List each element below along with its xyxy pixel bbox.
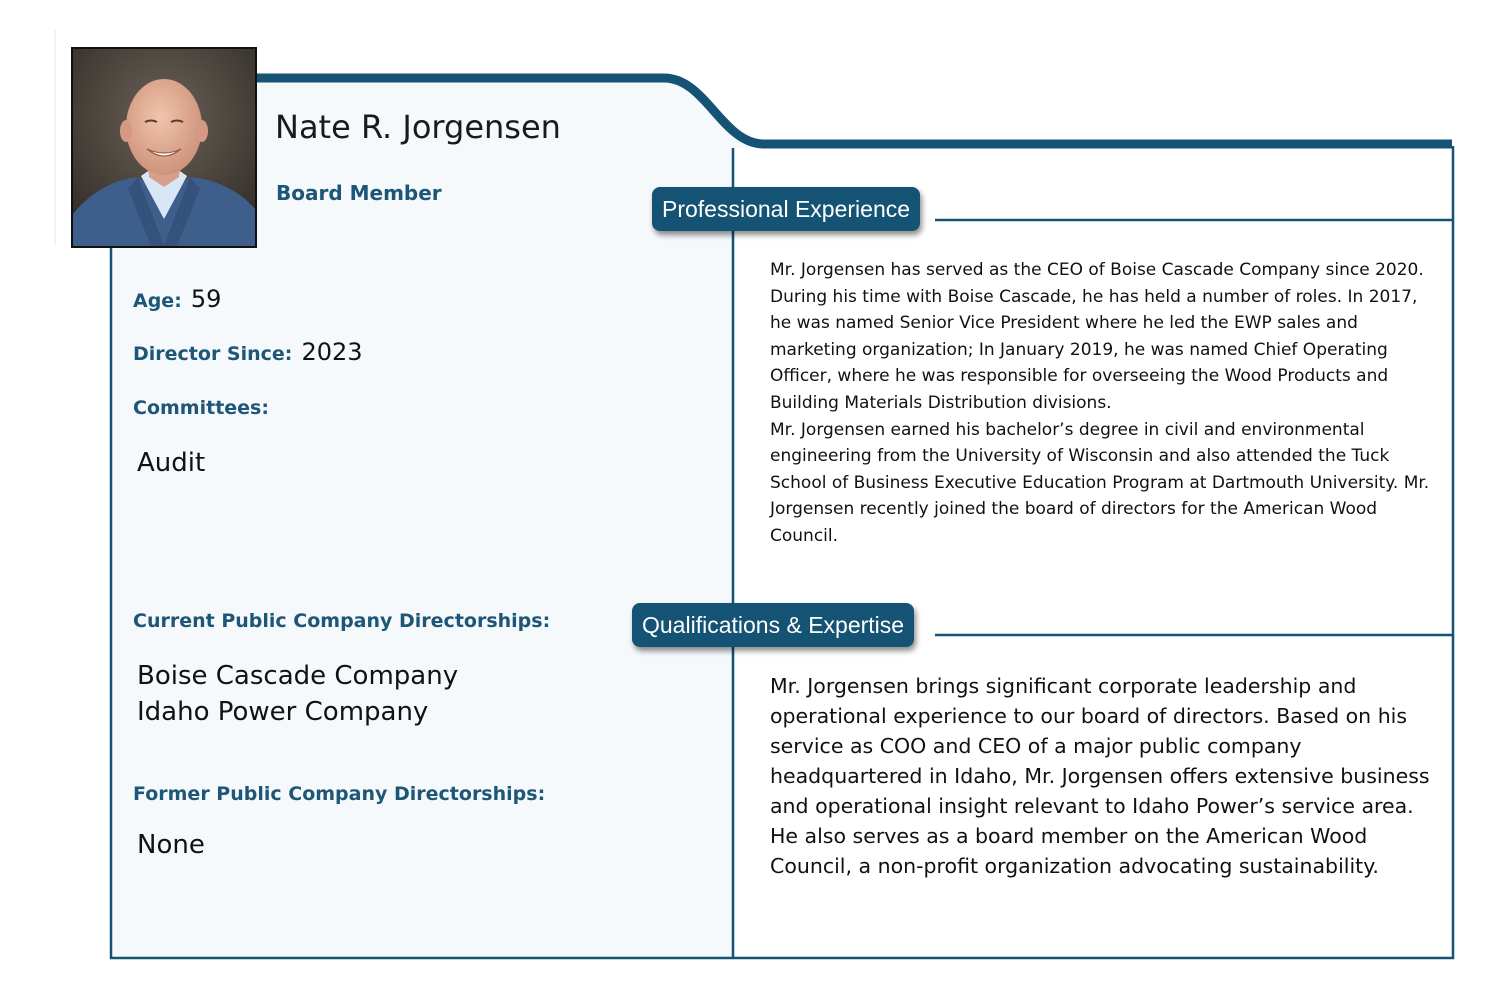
list-item: Audit xyxy=(137,448,206,478)
list-item: Idaho Power Company xyxy=(137,697,429,727)
former-directorships-label: Former Public Company Directorships: xyxy=(133,783,546,805)
qualifications-tab: Qualifications & Expertise xyxy=(632,603,914,647)
paragraph: Mr. Jorgensen earned his bachelor’s degree in civil and environmental engineering from the University of Wisconsin and also attended the Tuck School of Business Executive Education Program at Dartmouth University. Mr. Jorgensen recently joined the board of directors for the American Wood Council. xyxy=(770,419,1430,546)
paragraph: Mr. Jorgensen has served as the CEO of Boise Cascade Company since 2020. During his time with Boise Cascade, he has held a number of roles. In 2017, he was named Senior Vice President where he led the EWP sales and marketing organization; In January 2019, he was named Chief Operating Officer, where he was responsible for overseeing the Wood Products and Building Materials Distribution divisions. xyxy=(770,260,1424,413)
committees-list xyxy=(137,445,205,481)
person-role: Board Member xyxy=(276,181,442,205)
director-since-row xyxy=(133,338,363,366)
committees-label: Committees: xyxy=(133,397,269,419)
portrait-photo xyxy=(71,47,257,248)
current-directorships-list xyxy=(137,658,458,730)
list-item: None xyxy=(137,830,205,860)
qualifications-text xyxy=(770,671,1440,881)
age-row xyxy=(133,285,221,313)
professional-experience-tab: Professional Experience xyxy=(652,187,920,231)
paragraph: Mr. Jorgensen brings significant corporate leadership and operational experience to our board of directors. Based on his service as COO and CEO of a major public company headquartered in Idaho, Mr. Jorgensen offers extensive business and operational insight relevant to Idaho Power’s service area. He also serves as a board member on the American Wood Council, a non-profit organization advocating sustainability. xyxy=(770,674,1430,878)
list-item: Boise Cascade Company xyxy=(137,661,459,691)
director-since-value: 2023 xyxy=(301,338,363,366)
age-value: 59 xyxy=(190,285,222,313)
former-directorships-list xyxy=(137,827,205,863)
age-label: Age: xyxy=(133,290,182,312)
current-directorships-label: Current Public Company Directorships: xyxy=(133,610,551,632)
person-name: Nate R. Jorgensen xyxy=(275,108,561,146)
director-since-label: Director Since: xyxy=(133,343,293,365)
professional-experience-text xyxy=(770,257,1440,550)
person-portrait-icon xyxy=(73,49,255,246)
